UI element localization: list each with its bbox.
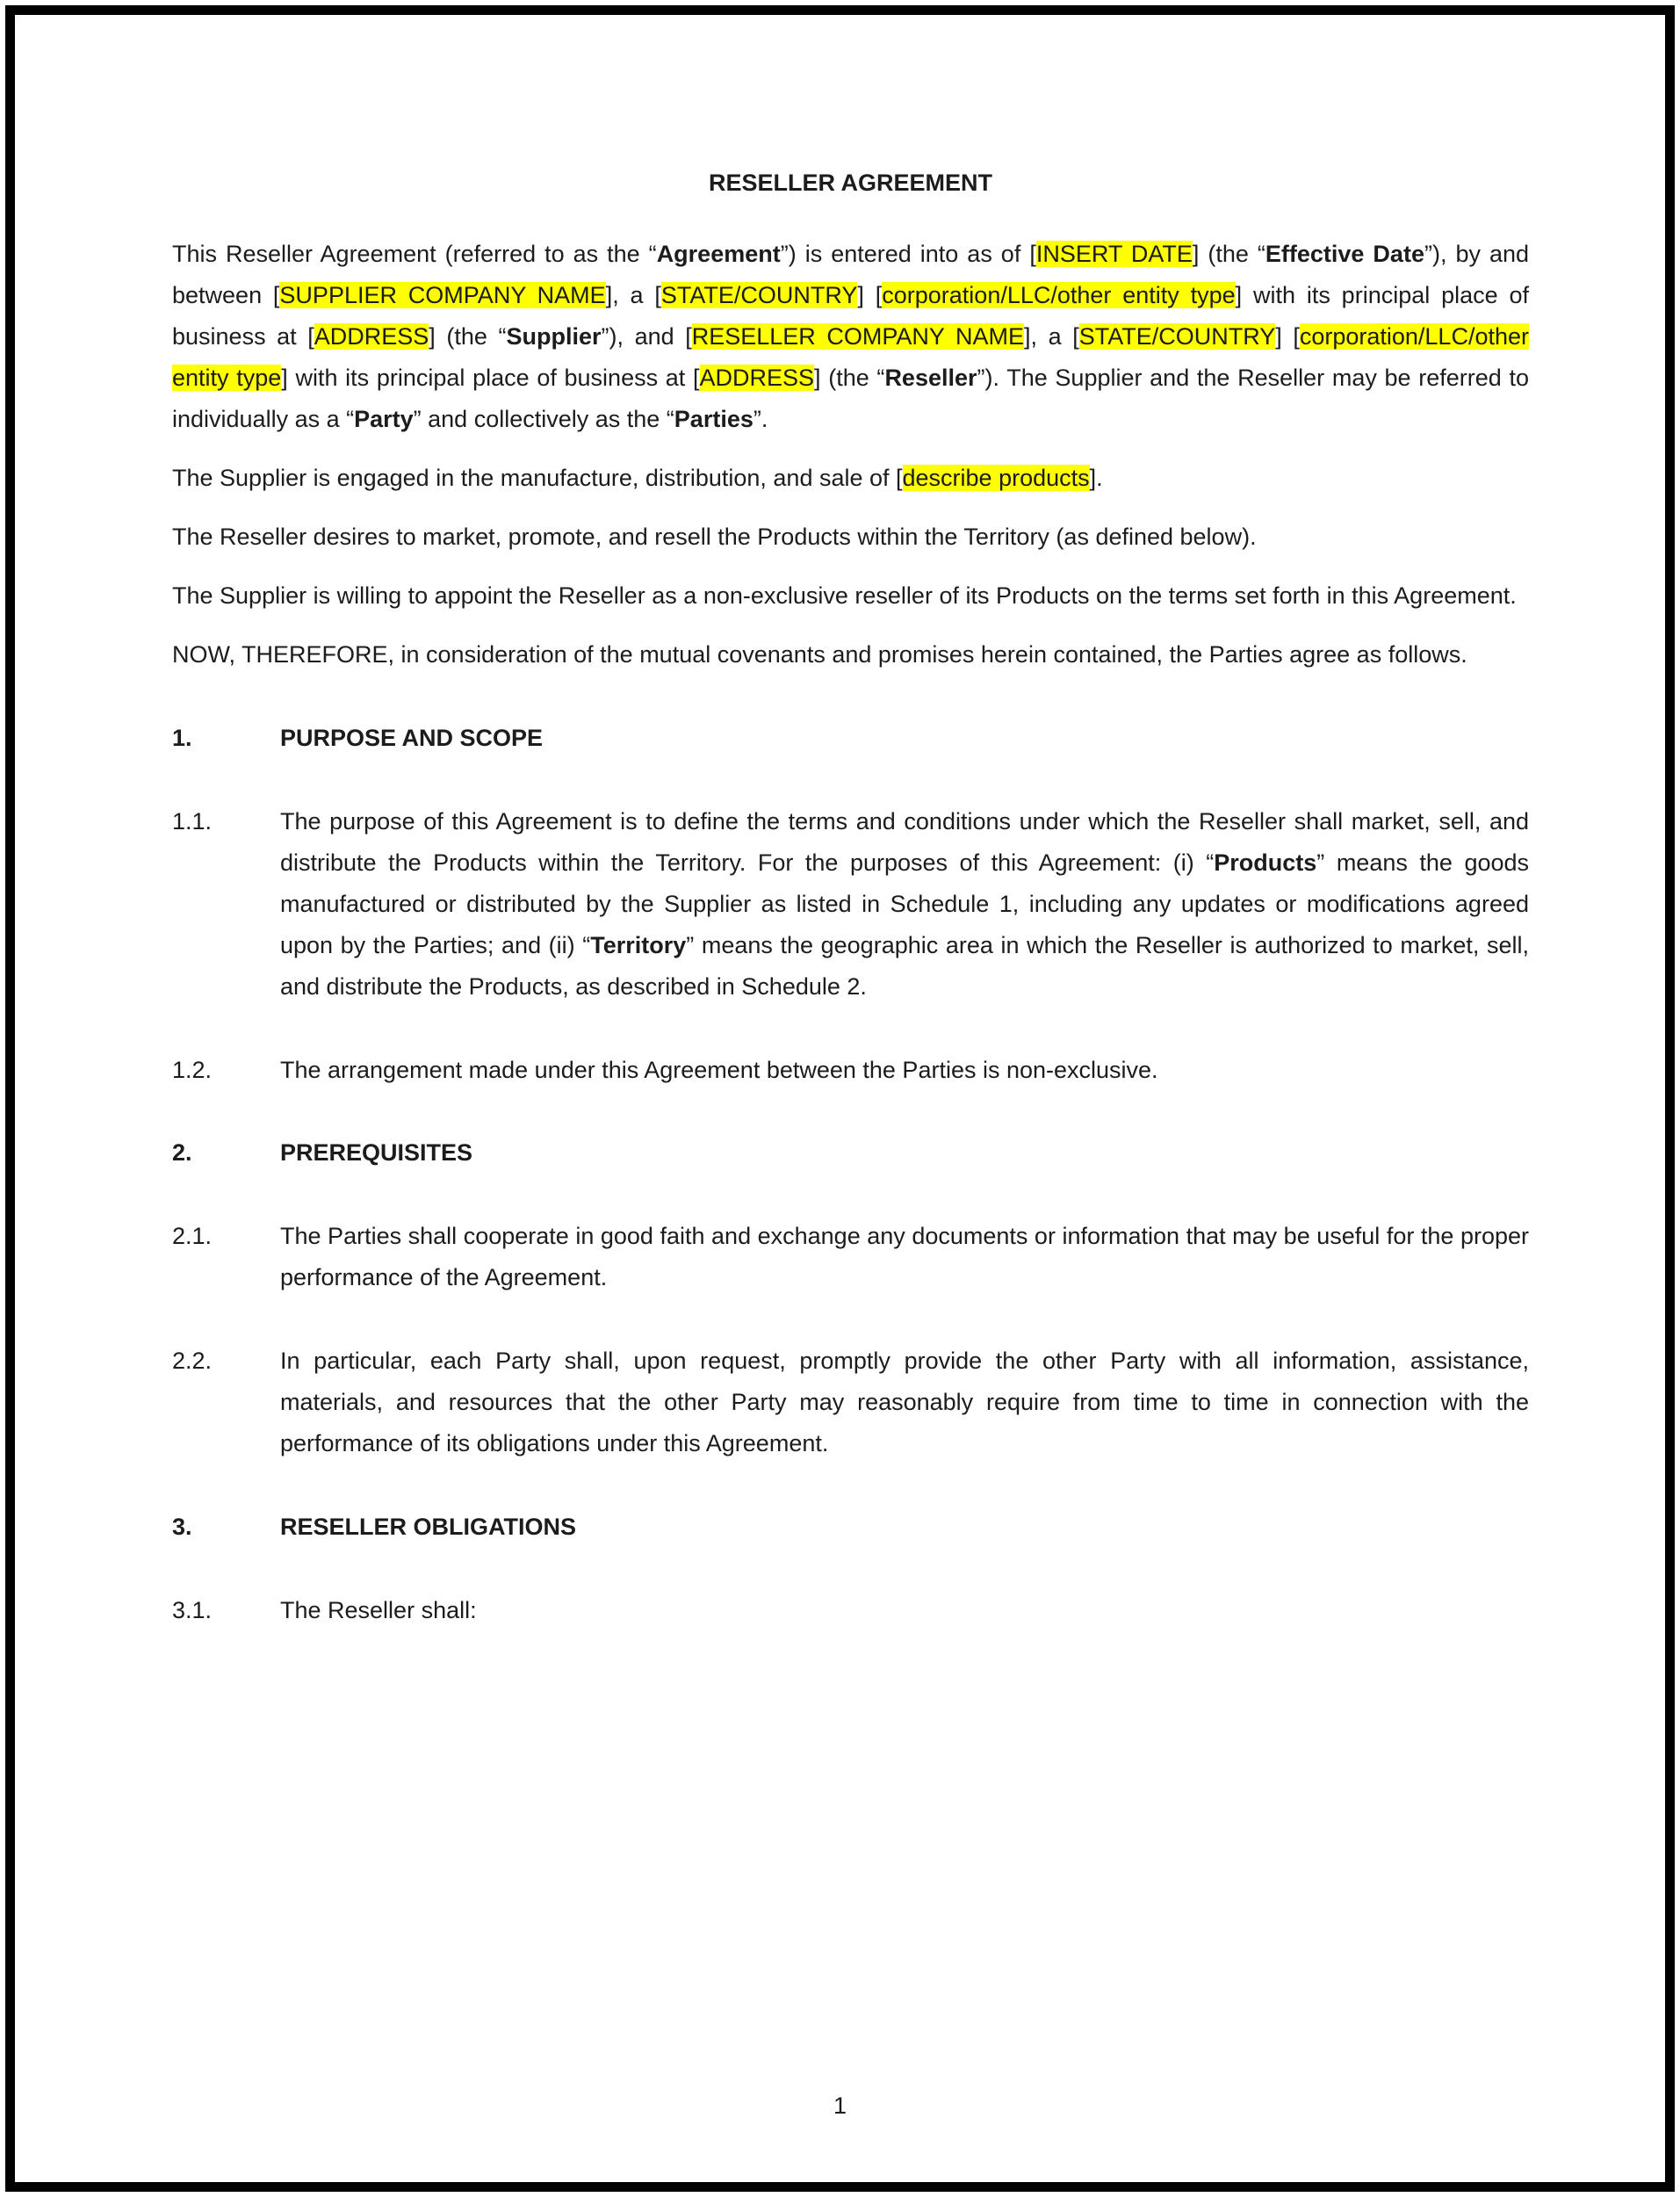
item-number: 1.2. [172, 1056, 213, 1083]
section-heading-purpose-and-scope [172, 718, 1529, 759]
clause-3-1 [172, 1590, 1529, 1631]
text-run: The Supplier is willing to appoint the Reseller as a non-exclusive reseller of its Products on the terms set forth in this Agreement. [172, 582, 1517, 609]
recital-supplier-products [172, 458, 1529, 499]
bold-term: Parties [674, 405, 753, 432]
highlighted-placeholder: INSERT DATE [1035, 240, 1193, 267]
text-run: ”), by and between [ [172, 240, 1530, 308]
item-text [280, 1348, 1529, 1456]
document-title: RESELLER AGREEMENT [708, 170, 993, 196]
section-heading-prerequisites [172, 1132, 1529, 1174]
item-number: 1.1. [172, 807, 213, 835]
recital-reseller-desire [172, 517, 1529, 558]
text-run: The arrangement made under this Agreement between the Parties is non-exclusive. [280, 1056, 1158, 1083]
page-number: 1 [833, 2092, 847, 2119]
bold-term: Party [354, 405, 414, 432]
text-run: ] (the “ [1192, 240, 1265, 267]
item-text [280, 1223, 1529, 1290]
bold-term: Agreement [656, 240, 781, 267]
clause-2-2 [172, 1341, 1529, 1464]
item-text [280, 1139, 472, 1166]
highlighted-placeholder: RESELLER COMPANY NAME [691, 322, 1025, 350]
now-therefore-paragraph [172, 634, 1529, 676]
text-run: ” means the goods manufactured or distributed by the Supplier as listed in Schedule 1, including any updates or modifications agreed upon by the Parties; and (ii) “ [280, 849, 1530, 958]
highlighted-placeholder: ADDRESS [314, 322, 429, 350]
clause-2-1 [172, 1216, 1529, 1298]
text-run: ”. [753, 405, 768, 432]
text-run: ] (the “ [429, 322, 507, 350]
item-number: 2.1. [172, 1223, 213, 1250]
text-run: ], a [ [1024, 322, 1079, 350]
text-run: ] with its principal place of business at [ [281, 364, 700, 391]
bold-term: RESELLER OBLIGATIONS [280, 1514, 577, 1541]
section-heading-reseller-obligations [172, 1507, 1529, 1548]
text-run: ]. [1089, 464, 1103, 491]
highlighted-placeholder: ADDRESS [699, 364, 815, 391]
item-text [280, 725, 543, 751]
highlighted-placeholder: corporation/LLC/other entity type [882, 281, 1236, 308]
document-content [172, 163, 1529, 1654]
text-run: ”). The Supplier and the Reseller may be referred to individually as a “ [172, 364, 1530, 432]
text-run: ] with its principal place of business at [ [172, 281, 1529, 350]
clause-1-1 [172, 801, 1529, 1008]
item-text [280, 1597, 477, 1623]
item-number: 3. [172, 1514, 192, 1541]
text-run: In particular, each Party shall, upon request, promptly provide the other Party with all information, assistance, materials, and resources that the other Party may reasonably require from time to time in connection with the performance of its obligations under this Agreement. [280, 1348, 1529, 1457]
bold-term: Territory [590, 931, 687, 958]
text-run: The Supplier is engaged in the manufacture, distribution, and sale of [ [172, 464, 903, 491]
text-run: The purpose of this Agreement is to define the terms and conditions under which the Reseller shall market, sell, and distribute the Products within the Territory. For the purposes of this Agreement: (i) “ [280, 807, 1529, 876]
item-number: 2.2. [172, 1348, 213, 1375]
text-run: The Reseller shall: [280, 1597, 477, 1624]
highlighted-placeholder: describe products [902, 464, 1090, 491]
text-run: ” and collectively as the “ [413, 405, 674, 432]
bold-term: Supplier [506, 322, 602, 350]
text-run: ], a [ [605, 281, 661, 308]
bold-term: PURPOSE AND SCOPE [280, 724, 544, 751]
recital-supplier-willing [172, 575, 1529, 617]
clause-1-2 [172, 1050, 1529, 1091]
bold-term: Effective Date [1265, 240, 1424, 267]
item-text [280, 1514, 576, 1540]
bold-term: Products [1214, 849, 1317, 876]
text-run: ”) is entered into as of [ [780, 240, 1036, 267]
item-text [280, 808, 1529, 1000]
item-number: 3.1. [172, 1597, 213, 1624]
text-run: The Reseller desires to market, promote, and resell the Products within the Territory (as defined below). [172, 523, 1257, 550]
highlighted-placeholder: corporation/LLC/other entity type [172, 322, 1529, 391]
text-run: ] [ [1275, 322, 1300, 350]
bold-term: PREREQUISITES [280, 1139, 473, 1167]
text-run: The Parties shall cooperate in good faith and exchange any documents or information that may be useful for the proper performance of the Agreement. [280, 1223, 1529, 1291]
text-run: This Reseller Agreement (referred to as the “ [172, 240, 657, 267]
text-run: ” means the geographic area in which the Reseller is authorized to market, sell, and distribute the Products, as described in Schedule 2. [280, 931, 1529, 1000]
document-body [172, 234, 1529, 1631]
text-run: ”), and [ [601, 322, 692, 350]
highlighted-placeholder: STATE/COUNTRY [1078, 322, 1276, 350]
text-run: NOW, THEREFORE, in consideration of the mutual covenants and promises herein contained, the Parties agree as follows. [172, 640, 1467, 668]
item-number: 2. [172, 1139, 192, 1167]
bold-term: Reseller [884, 364, 977, 391]
highlighted-placeholder: SUPPLIER COMPANY NAME [279, 281, 606, 308]
highlighted-placeholder: STATE/COUNTRY [660, 281, 858, 308]
item-number: 1. [172, 724, 192, 751]
item-text [280, 1057, 1158, 1083]
intro-paragraph [172, 234, 1529, 440]
text-run: ] [ [857, 281, 883, 308]
text-run: ] (the “ [814, 364, 885, 391]
